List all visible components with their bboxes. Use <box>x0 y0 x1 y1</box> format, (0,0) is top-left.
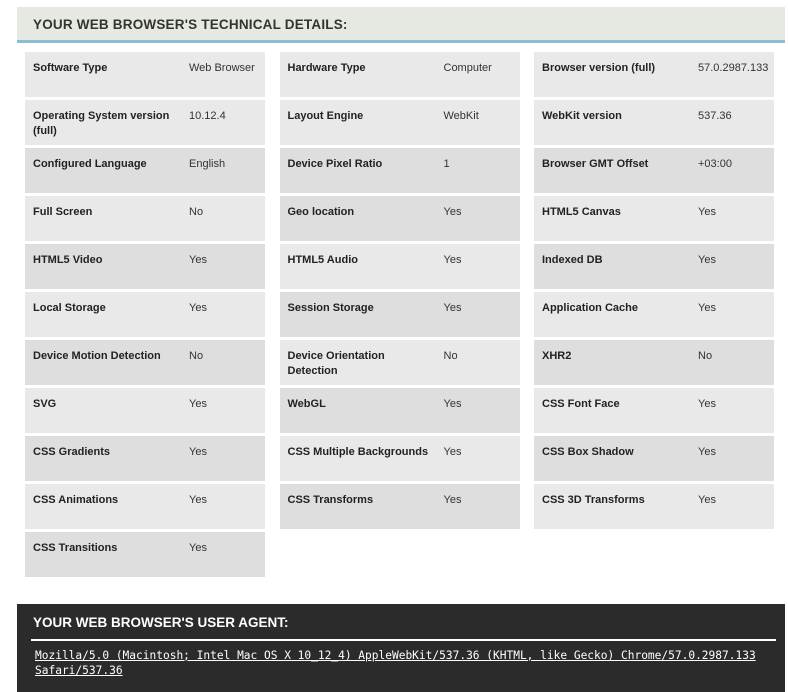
detail-css-font-face <box>534 388 774 433</box>
detail-value: Yes <box>189 542 207 554</box>
detail-css-box-shadow <box>534 436 774 481</box>
detail-value: Yes <box>698 302 716 314</box>
detail-label: HTML5 Audio <box>287 254 358 266</box>
detail-value: Computer <box>443 62 492 74</box>
detail-value: No <box>698 350 713 362</box>
user-agent-panel <box>17 604 785 692</box>
detail-value: Yes <box>443 398 462 410</box>
detail-label: Hardware Type <box>287 62 366 74</box>
detail-html5-video <box>25 244 265 289</box>
detail-value: +03:00 <box>698 158 732 170</box>
detail-value: Yes <box>698 398 716 410</box>
detail-value: 10.12.4 <box>189 110 226 122</box>
detail-value: WebKit <box>443 110 479 122</box>
detail-value: Yes <box>698 254 716 266</box>
detail-value: No <box>189 350 204 362</box>
tech-details-header <box>17 7 785 43</box>
tech-details-grid <box>25 52 774 577</box>
detail-local-storage <box>25 292 265 337</box>
tech-details-title: YOUR WEB BROWSER'S TECHNICAL DETAILS: <box>33 17 348 32</box>
detail-css-animations <box>25 484 265 529</box>
detail-value: English <box>189 158 226 170</box>
detail-label: WebGL <box>287 398 326 410</box>
detail-value: Yes <box>189 494 207 506</box>
detail-geo-location <box>280 196 520 241</box>
detail-value: Yes <box>443 206 462 218</box>
detail-full-screen <box>25 196 265 241</box>
detail-value: No <box>189 206 204 218</box>
detail-label: Operating System version (full) <box>33 110 170 137</box>
detail-label: Geo location <box>287 206 355 218</box>
detail-css-transforms <box>280 484 520 529</box>
detail-label: Session Storage <box>287 302 374 314</box>
detail-value: Yes <box>443 446 462 458</box>
detail-device-pixel-ratio <box>280 148 520 193</box>
detail-value: Web Browser <box>189 62 255 74</box>
detail-label: CSS Gradients <box>33 446 111 458</box>
detail-label: Layout Engine <box>287 110 364 122</box>
detail-value: Yes <box>189 398 207 410</box>
detail-label: SVG <box>33 398 57 410</box>
detail-os-version <box>25 100 265 145</box>
detail-label: Browser version (full) <box>542 62 656 74</box>
detail-layout-engine <box>280 100 520 145</box>
detail-value: 57.0.2987.133 <box>698 62 769 74</box>
detail-application-cache <box>534 292 774 337</box>
detail-label: CSS Box Shadow <box>542 446 634 458</box>
detail-label: Device Orientation Detection <box>287 350 385 377</box>
detail-css-transitions <box>25 532 265 577</box>
detail-svg <box>25 388 265 433</box>
detail-value: Yes <box>443 254 462 266</box>
detail-label: CSS Font Face <box>542 398 620 410</box>
detail-device-orientation-detection <box>280 340 520 385</box>
detail-value: Yes <box>443 494 462 506</box>
detail-value: 537.36 <box>698 110 732 122</box>
detail-value: Yes <box>443 302 462 314</box>
detail-value: Yes <box>698 446 716 458</box>
detail-label: Configured Language <box>33 158 147 170</box>
detail-label: CSS Transforms <box>287 494 374 506</box>
detail-configured-language <box>25 148 265 193</box>
detail-value: Yes <box>189 254 207 266</box>
detail-label: CSS Transitions <box>33 542 118 554</box>
detail-label: CSS 3D Transforms <box>542 494 645 506</box>
detail-indexed-db <box>534 244 774 289</box>
detail-value: Yes <box>698 494 716 506</box>
detail-webkit-version <box>534 100 774 145</box>
detail-value: Yes <box>189 302 207 314</box>
detail-css-multiple-backgrounds <box>280 436 520 481</box>
detail-label: CSS Multiple Backgrounds <box>287 446 429 458</box>
detail-label: HTML5 Canvas <box>542 206 621 218</box>
detail-css-gradients <box>25 436 265 481</box>
detail-label: Device Motion Detection <box>33 350 161 362</box>
detail-label: Indexed DB <box>542 254 603 266</box>
detail-label: WebKit version <box>542 110 622 122</box>
detail-device-motion-detection <box>25 340 265 385</box>
detail-xhr2 <box>534 340 774 385</box>
detail-html5-audio <box>280 244 520 289</box>
detail-label: CSS Animations <box>33 494 119 506</box>
detail-software-type <box>25 52 265 97</box>
user-agent-divider <box>31 639 776 641</box>
detail-browser-version <box>534 52 774 97</box>
user-agent-string[interactable]: Mozilla/5.0 (Macintosh; Intel Mac OS X 10_12_4) AppleWebKit/537.36 (KHTML, like Gecko) Chrome/57.0.2987.133 Safari/537.36 <box>35 649 756 677</box>
detail-label: Full Screen <box>33 206 93 218</box>
detail-hardware-type <box>280 52 520 97</box>
detail-label: HTML5 Video <box>33 254 103 266</box>
detail-label: Device Pixel Ratio <box>287 158 383 170</box>
detail-value: No <box>443 350 458 362</box>
detail-css-3d-transforms <box>534 484 774 529</box>
detail-html5-canvas <box>534 196 774 241</box>
detail-value: Yes <box>698 206 716 218</box>
detail-value: 1 <box>443 158 450 170</box>
detail-webgl <box>280 388 520 433</box>
user-agent-title: YOUR WEB BROWSER'S USER AGENT: <box>33 615 289 630</box>
detail-label: Browser GMT Offset <box>542 158 649 170</box>
detail-value: Yes <box>189 446 207 458</box>
detail-session-storage <box>280 292 520 337</box>
detail-label: XHR2 <box>542 350 572 362</box>
detail-browser-gmt-offset <box>534 148 774 193</box>
detail-label: Software Type <box>33 62 108 74</box>
detail-label: Application Cache <box>542 302 638 314</box>
detail-label: Local Storage <box>33 302 106 314</box>
